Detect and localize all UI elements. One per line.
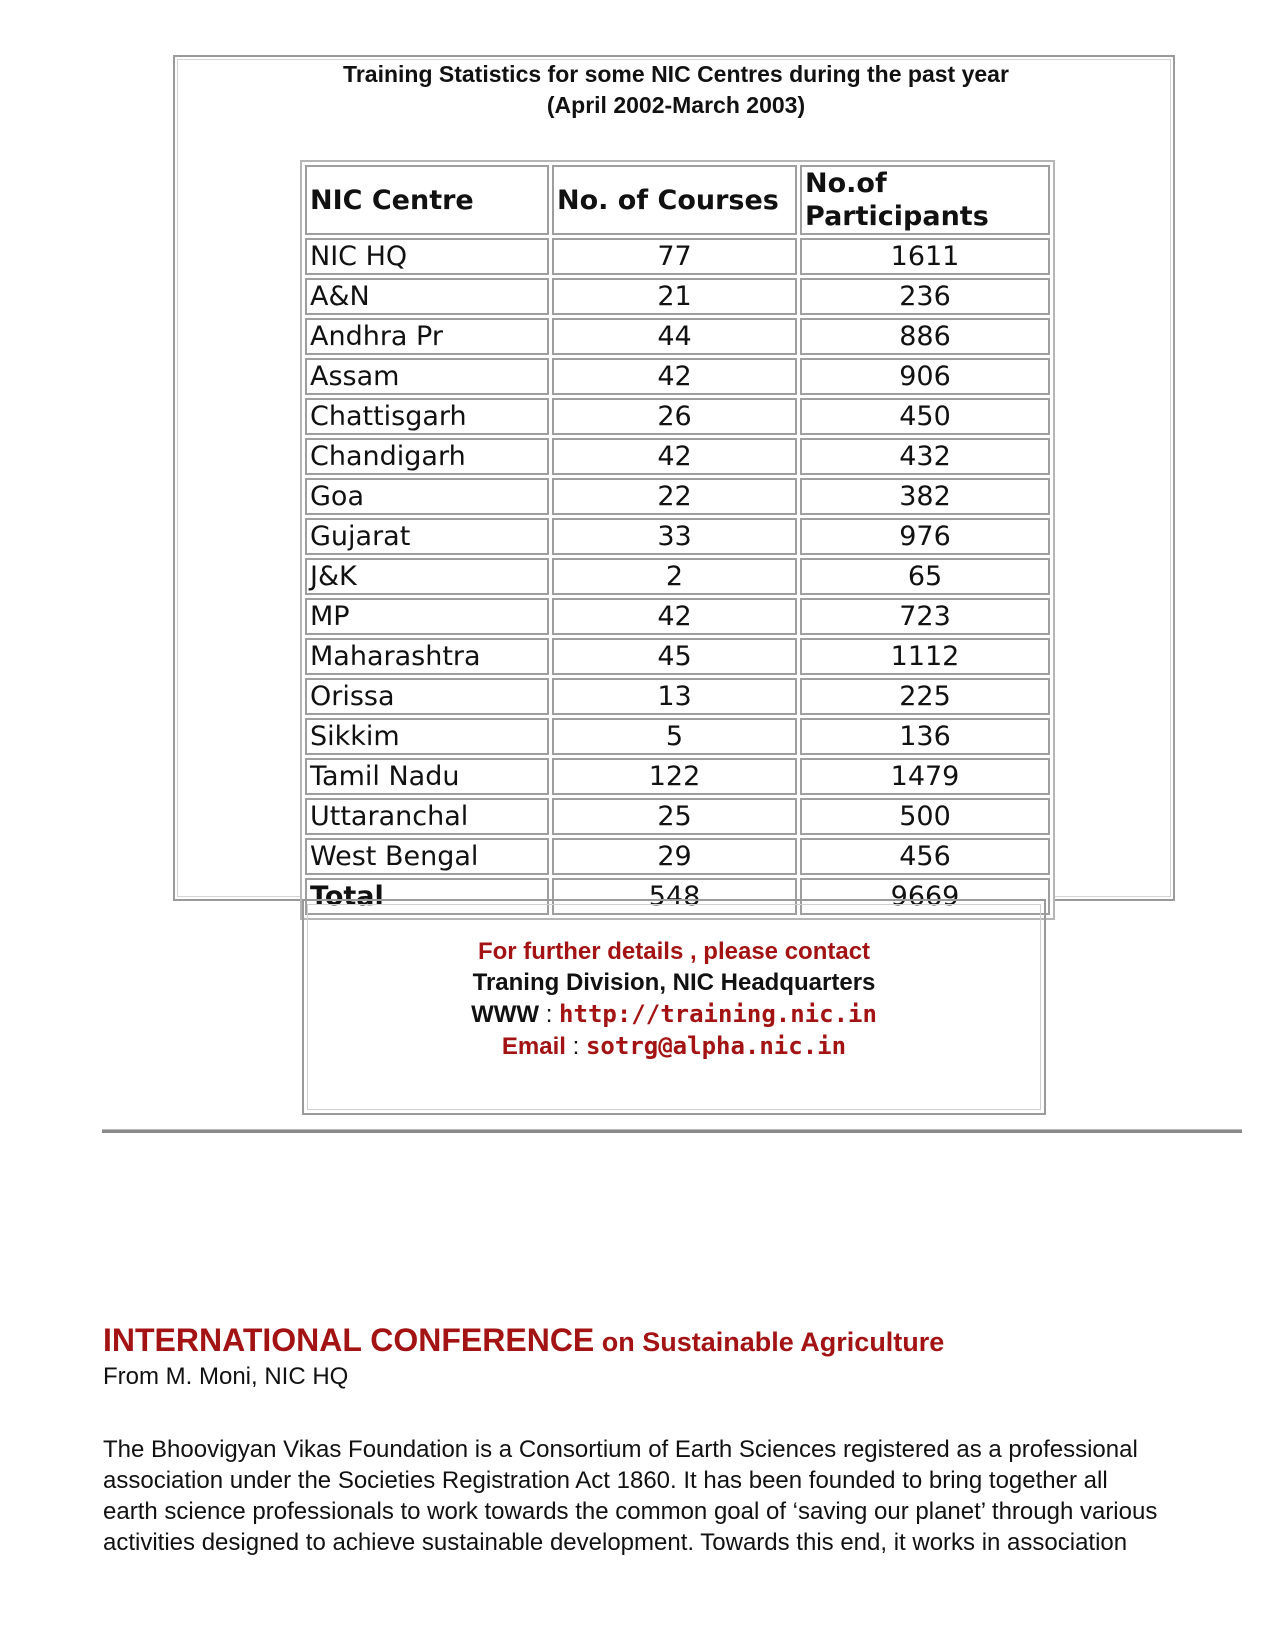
header-participants-line1: No.of [805,168,887,199]
table-row [305,398,1050,435]
cell-centre: Sikkim [305,718,549,755]
cell-centre: Assam [305,358,549,395]
article-body-line: The Bhoovigyan Vikas Foundation is a Consortium of Earth Sciences registered as a professional [103,1436,1138,1463]
contact-division: Traning Division, NIC Headquarters [472,969,876,996]
cell-centre: Uttaranchal [305,798,549,835]
cell-participants: 450 [800,398,1050,435]
article-byline: From M. Moni, NIC HQ [103,1363,349,1390]
cell-courses: 42 [552,358,797,395]
cell-centre: Chattisgarh [305,398,549,435]
table-body [305,238,1050,915]
contact-email-link[interactable]: sotrg@alpha.nic.in [585,1032,847,1060]
article-body-line: association under the Societies Registration Act 1860. It has been founded to bring together all [103,1467,1108,1494]
contact-www-line [304,998,1044,1031]
cell-courses: 26 [552,398,797,435]
table-row [305,438,1050,475]
cell-centre: West Bengal [305,838,549,875]
header-no-of-courses: No. of Courses [552,165,797,235]
article-heading-sub: on Sustainable Agriculture [594,1327,945,1357]
table-row [305,278,1050,315]
header-nic-centre: NIC Centre [305,165,549,235]
training-statistics-table [300,160,1055,920]
cell-courses: 77 [552,238,797,275]
cell-centre: Tamil Nadu [305,758,549,795]
cell-participants: 225 [800,678,1050,715]
cell-participants: 976 [800,518,1050,555]
cell-participants: 136 [800,718,1050,755]
total-label: Total [305,878,549,915]
cell-participants: 1112 [800,638,1050,675]
cell-courses: 42 [552,598,797,635]
section-divider [102,1129,1242,1133]
www-separator: : [539,1001,560,1028]
table-row [305,638,1050,675]
cell-courses: 42 [552,438,797,475]
article-body-line: earth science professionals to work towards the common goal of ‘saving our planet’ through various [103,1498,1158,1525]
table-row [305,518,1050,555]
cell-courses: 25 [552,798,797,835]
contact-box [302,899,1046,1115]
table-row [305,838,1050,875]
email-label: Email [501,1033,566,1060]
cell-centre: Andhra Pr [305,318,549,355]
cell-participants: 723 [800,598,1050,635]
table-row [305,318,1050,355]
cell-centre: Goa [305,478,549,515]
table-row [305,478,1050,515]
cell-centre: NIC HQ [305,238,549,275]
cell-centre: MP [305,598,549,635]
contact-intro: For further details , please contact [477,938,871,965]
cell-courses: 45 [552,638,797,675]
article-body [103,1434,1253,1558]
stats-title-line1: Training Statistics for some NIC Centres during the past year [343,61,1009,87]
cell-courses: 29 [552,838,797,875]
total-courses: 548 [552,878,797,915]
table-row [305,718,1050,755]
cell-courses: 21 [552,278,797,315]
contact-email-line [304,1031,1044,1062]
total-participants: 9669 [800,878,1050,915]
table-row [305,238,1050,275]
cell-courses: 22 [552,478,797,515]
training-website-link[interactable]: http://training.nic.in [559,1000,877,1028]
table-header-row [305,165,1050,235]
cell-centre: A&N [305,278,549,315]
cell-participants: 456 [800,838,1050,875]
header-no-of-participants [800,165,1050,235]
cell-courses: 13 [552,678,797,715]
www-label: WWW [471,1001,540,1028]
cell-centre: Orissa [305,678,549,715]
cell-participants: 1479 [800,758,1050,795]
table-row [305,358,1050,395]
table-row [305,678,1050,715]
stats-title [175,59,1177,121]
stats-title-line2: (April 2002-March 2003) [546,92,806,118]
cell-centre: J&K [305,558,549,595]
table-row [305,558,1050,595]
header-participants-line2: Participants [805,201,989,232]
table-row [305,598,1050,635]
cell-participants: 382 [800,478,1050,515]
cell-participants: 1611 [800,238,1050,275]
cell-courses: 33 [552,518,797,555]
cell-centre: Chandigarh [305,438,549,475]
cell-participants: 886 [800,318,1050,355]
cell-courses: 5 [552,718,797,755]
article-body-line: activities designed to achieve sustainable development. Towards this end, it works in association [103,1529,1128,1556]
email-separator: : [565,1033,586,1060]
article-heading-main: INTERNATIONAL CONFERENCE [103,1322,595,1358]
cell-participants: 500 [800,798,1050,835]
cell-courses: 2 [552,558,797,595]
cell-participants: 236 [800,278,1050,315]
cell-participants: 432 [800,438,1050,475]
table-row [305,758,1050,795]
cell-centre: Maharashtra [305,638,549,675]
cell-participants: 906 [800,358,1050,395]
cell-centre: Gujarat [305,518,549,555]
table-row [305,798,1050,835]
article-heading [103,1322,944,1359]
cell-participants: 65 [800,558,1050,595]
cell-courses: 122 [552,758,797,795]
cell-courses: 44 [552,318,797,355]
